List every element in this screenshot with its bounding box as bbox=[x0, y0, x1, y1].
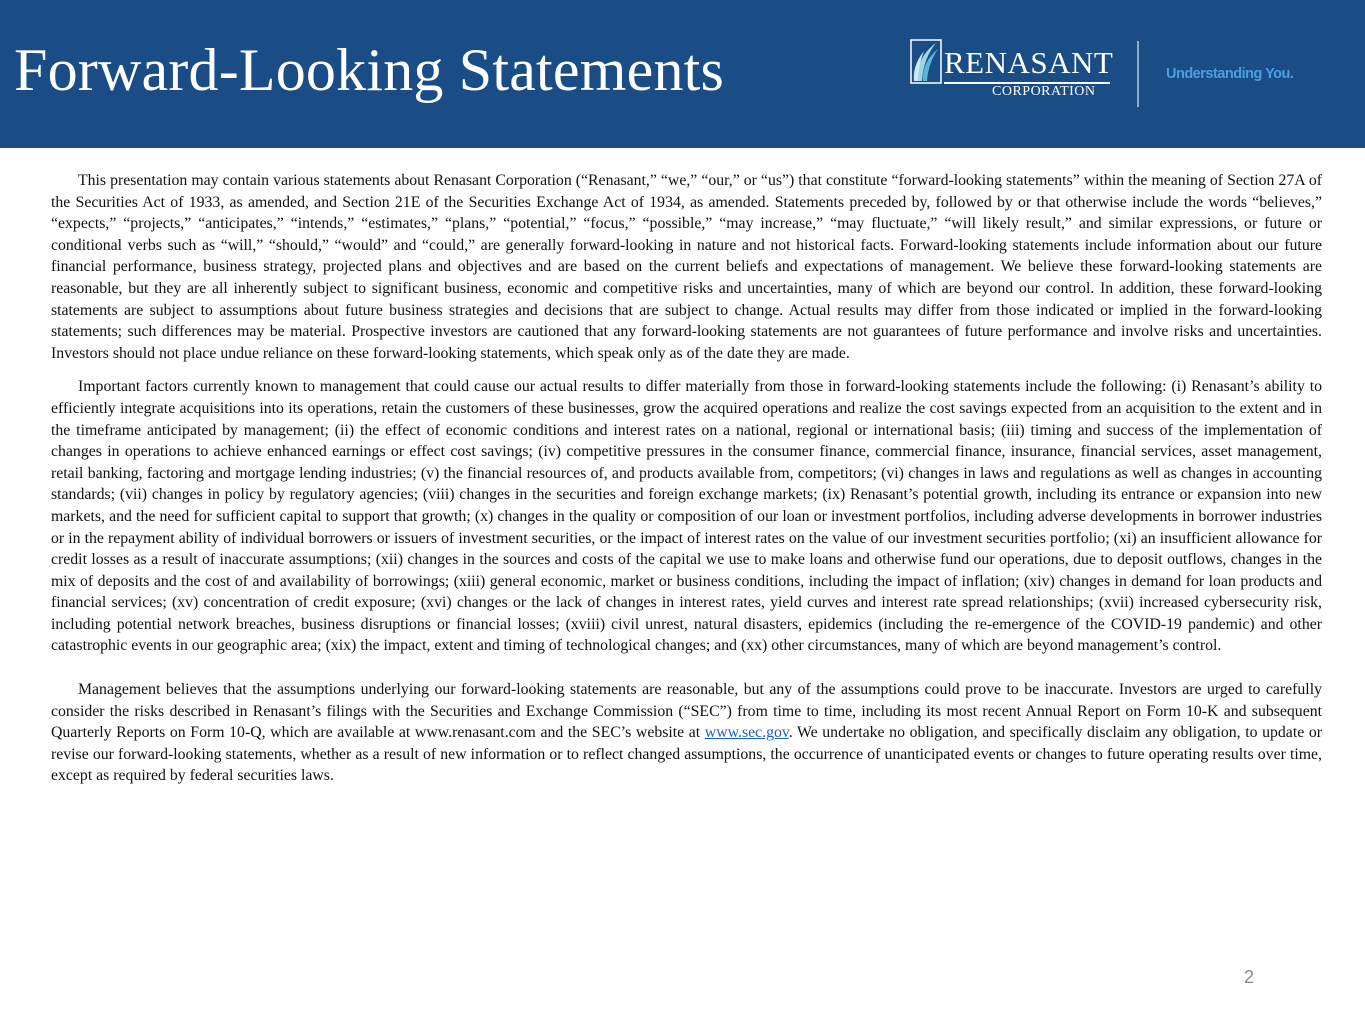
logo-name: RENASANT bbox=[944, 45, 1114, 80]
disclaimer-body bbox=[51, 170, 1322, 787]
paragraph-risk-factors: Important factors currently known to management that could cause our actual results to differ materially from those in forward-looking statements include the following: (i) Renasant’s ability to efficiently integrate acquisitions into its operations, retain the customers of these businesses, grow the acquired operations and realize the cost savings expected from an acquisition to the extent and in the timeframe anticipated by management; (ii) the effect of economic conditions and interest rates on a national, regional or international basis; (iii) timing and success of the implementation of changes in operations to achieve enhanced earnings or effect cost savings; (iv) competitive pressures in the consumer finance, commercial finance, insurance, financial services, asset management, retail banking, factoring and mortgage lending industries; (v) the financial resources of, and products available from, competitors; (vi) changes in laws and regulations as well as changes in accounting standards; (vii) changes in policy by regulatory agencies; (viii) changes in the securities and foreign exchange markets; (ix) Renasant’s potential growth, including its entrance or expansion into new markets, and the need for sufficient capital to support that growth; (x) changes in the quality or composition of our loan or investment portfolios, including adverse developments in borrower industries or in the repayment ability of individual borrowers or issuers of investment securities, or the impact of interest rates on the value of our investment securities portfolio; (xi) an insufficient allowance for credit losses as a result of inaccurate assumptions; (xii) changes in the sources and costs of the capital we use to make loans and otherwise fund our operations, due to deposit outflows, changes in the mix of deposits and the cost of and availability of borrowings; (xiii) general economic, market or business conditions, including the impact of inflation; (xiv) changes in demand for loan products and financial services; (xv) concentration of credit exposure; (xvi) changes or the lack of changes in interest rates, yield curves and interest rate spread relationships; (xvii) increased cybersecurity risk, including potential network breaches, business disruptions or financial losses; (xviii) civil unrest, natural disasters, epidemics (including the re-emergence of the COVID-19 pandemic) and other catastrophic events in our geographic area; (xix) the impact, extent and timing of technological changes; and (xx) other circumstances, many of which are beyond management’s control. bbox=[51, 378, 1322, 655]
paragraph-forward-looking-definition: This presentation may contain various statements about Renasant Corporation (“Renasant,” “we,” “our,” or “us”) that constitute “forward-looking statements” within the meaning of Section 27A of the Securities Act of 1933, as amended, and Section 21E of the Securities Exchange Act of 1934, as amended. Statements preceded by, followed by or that otherwise include the words “believes,” “expects,” “projects,” “anticipates,” “intends,” “estimates,” “plans,” “potential,” “focus,” “possible,” “may increase,” “may fluctuate,” “will likely result,” and similar expressions, or future or conditional verbs such as “will,” “should,” “would” and “could,” are generally forward-looking in nature and not historical facts. Forward-looking statements include information about our future financial performance, business strategy, projected plans and objectives and are based on the current beliefs and expectations of management. We believe these forward-looking statements are reasonable, but they are all inherently subject to significant business, economic and competitive risks and uncertainties, many of which are beyond our control. In addition, these forward-looking statements are subject to assumptions about future business strategies and decisions that are subject to change. Actual results may differ from those indicated or implied in the forward-looking statements; such differences may be material. Prospective investors are cautioned that any forward-looking statements are not guarantees of future performance and involve risks and uncertainties. Investors should not place undue reliance on these forward-looking statements, which speak only as of the date they are made. bbox=[51, 172, 1322, 362]
logo-subtitle: CORPORATION bbox=[992, 84, 1096, 99]
logo-divider bbox=[1137, 41, 1139, 107]
title-banner bbox=[0, 0, 1365, 148]
page-number: 2 bbox=[1244, 967, 1255, 987]
paragraph-3-text-after-link: . We undertake no obligation, and specifically disclaim any obligation, to update or revise our forward-looking statements, whether as a result of new information or to reflect changed assumptions, the occurrence of unanticipated events or changes to future operating results over time, except as required by federal securities laws. bbox=[51, 724, 1322, 785]
sec-website-link[interactable]: www.sec.gov bbox=[704, 724, 789, 742]
renasant-logo bbox=[910, 38, 1330, 108]
logo-tagline: Understanding You. bbox=[1166, 66, 1294, 82]
page-title: Forward-Looking Statements bbox=[14, 37, 725, 103]
renasant-leaf-logo-icon bbox=[910, 39, 942, 84]
paragraph-3-text-before-link: Management believes that the assumptions underlying our forward-looking statements are reasonable, but any of the assumptions could prove to be inaccurate. Investors are urged to carefully consider the risks described in Renasant’s filings with the Securities and Exchange Commission (“SEC”) from time to time, including its most recent Annual Report on Form 10-K and subsequent Quarterly Reports on Form 10-Q, which are available at www.renasant.com and the SEC’s website at bbox=[51, 681, 1322, 742]
paragraph-management-assumptions bbox=[51, 679, 1322, 787]
